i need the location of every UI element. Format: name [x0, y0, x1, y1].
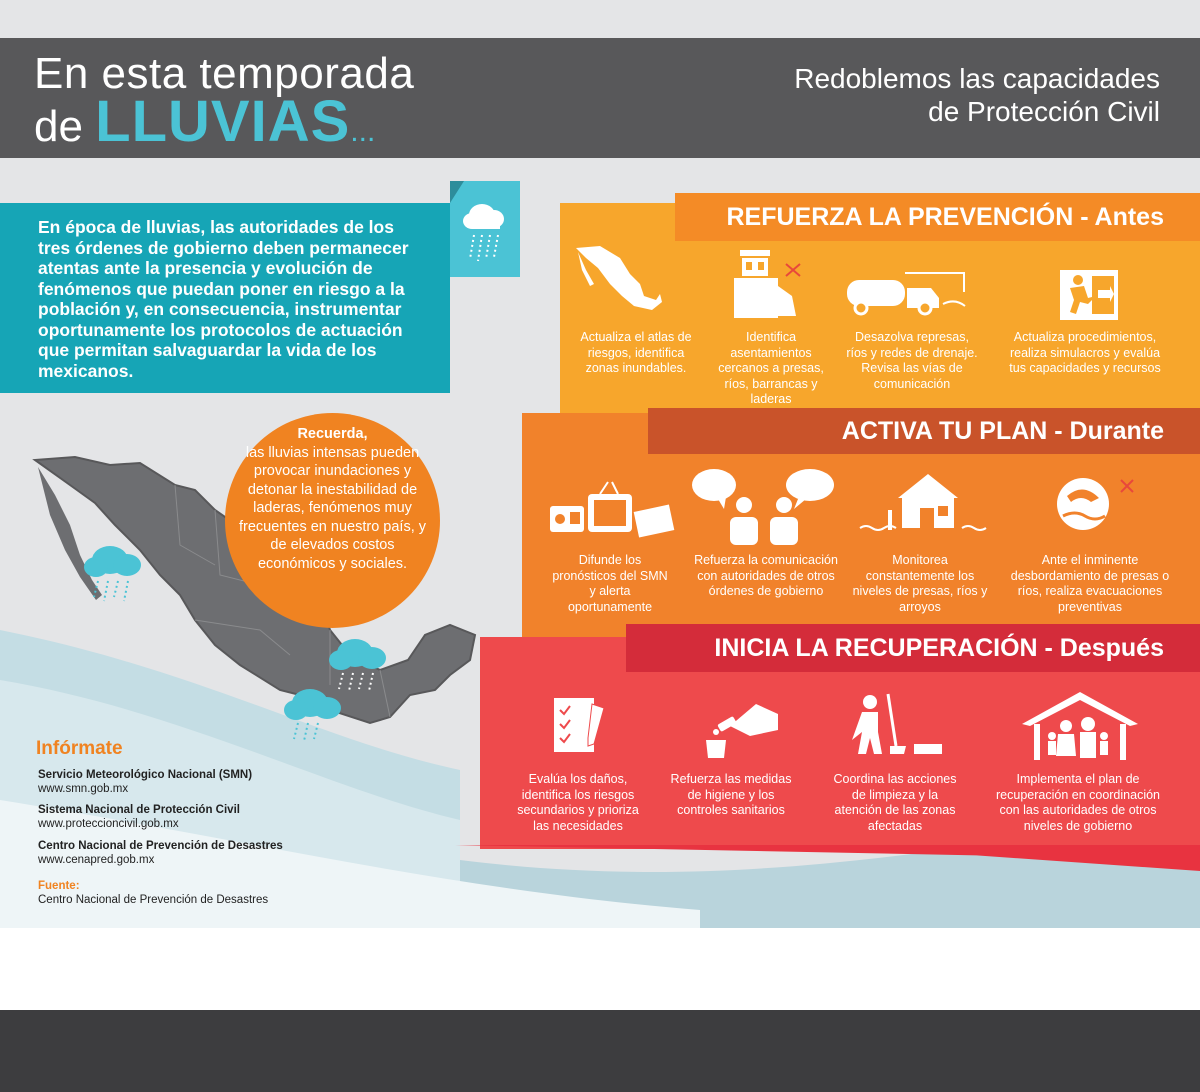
org-name: Sistema Nacional de Protección Civil [38, 804, 240, 816]
flood-person-icon [1055, 476, 1139, 542]
informate-title: Infórmate [36, 738, 123, 759]
title-line-1: En esta temporada [34, 49, 415, 98]
org-name: Centro Nacional de Prevención de Desastres [38, 840, 283, 852]
during-item-3: Monitorea constantemente los niveles de presas, ríos y arroyos [852, 553, 988, 614]
org-url[interactable]: www.cenapred.gob.mx [38, 854, 155, 866]
section-during-heading: ACTIVA TU PLAN - Durante [841, 417, 1164, 445]
remember-text: las lluvias intensas pueden provocar inundaciones y detonar la inestabilidad de laderas, fenómenos muy frecuentes en nuestro país, y de elevados costos económicos y sociales. [239, 444, 426, 572]
subtitle-line-1: Redoblemos las capacidades [794, 63, 1160, 94]
dropper-icon [700, 700, 780, 762]
during-item-1: Difunde los pronósticos del SMN y alerta oportunamente [552, 553, 668, 614]
during-item-4: Ante el inminente desbordamiento de presas o ríos, realiza evacuaciones preventivas [1010, 553, 1170, 614]
org-smn [38, 768, 252, 796]
people-talking-icon [692, 465, 840, 547]
title-highlight: LLUVIAS [95, 89, 351, 154]
subtitle-line-2: de Protección Civil [928, 96, 1160, 127]
footer-bar [0, 1010, 1200, 1092]
source-label: Fuente: [38, 880, 80, 892]
after-item-2: Refuerza las medidas de higiene y los controles sanitarios [670, 772, 792, 817]
after-item-4: Implementa el plan de recuperación en coordinación con las autoridades de otros niveles de gobierno [996, 772, 1160, 833]
before-item-2: Identifica asentamientos cercanos a presas, ríos, barrancas y laderas [718, 330, 824, 406]
family-shelter-icon [1020, 690, 1140, 760]
org-url[interactable]: www.proteccioncivil.gob.mx [38, 818, 179, 830]
during-item-2: Refuerza la comunicación con autoridades de otros órdenes de gobierno [694, 553, 838, 598]
flag-fold [450, 181, 464, 203]
source-text: Centro Nacional de Prevención de Desastres [38, 894, 269, 906]
title-line-2 [34, 89, 376, 158]
section-after-heading: INICIA LA RECUPERACIÓN - Después [714, 634, 1164, 662]
before-item-1: Actualiza el atlas de riesgos, identifica zonas inundables. [580, 330, 692, 375]
mexico-map-icon [572, 244, 664, 318]
media-icon [548, 480, 676, 542]
section-during-heading-band [648, 408, 1200, 454]
after-item-3: Coordina las acciones de limpieza y la atención de las zonas afectadas [833, 772, 957, 833]
remember-circle [225, 413, 440, 628]
title-prefix: de [34, 102, 96, 151]
remember-title: Recuerda, [297, 426, 368, 442]
tanker-truck-icon [845, 268, 970, 322]
section-before-heading-band [675, 193, 1200, 241]
title-suffix: ... [350, 115, 376, 148]
section-after-heading-band [626, 624, 1200, 672]
checklist-icon [552, 694, 608, 756]
cleaning-icon [848, 692, 946, 760]
org-url[interactable]: www.smn.gob.mx [38, 783, 129, 795]
intro-text: En época de lluvias, las autoridades de los tres órdenes de gobierno deben permanecer atentas ante la presencia y evolución de fenómenos que puedan poner en riesgo a la población y, en consecuencia, instrumentar oportunamente los protocolos de actuación que permitan salvaguardar la vida de los mexicanos. [0, 203, 450, 393]
settlement-icon [730, 246, 810, 320]
white-strip [0, 928, 1200, 1010]
org-cenapred [38, 839, 283, 867]
section-before-heading: REFUERZA LA PREVENCIÓN - Antes [726, 203, 1164, 231]
subtitle [700, 62, 1160, 128]
emergency-exit-icon [1058, 268, 1120, 322]
before-item-4: Actualiza procedimientos, realiza simulacros y evalúa tus capacidades y recursos [1009, 330, 1161, 375]
org-sinaproc [38, 803, 240, 831]
before-item-3: Desazolva represas, ríos y redes de drenaje. Revisa las vías de comunicación [846, 330, 978, 391]
after-item-1: Evalúa los daños, identifica los riesgos secundarios y prioriza las necesidades [517, 772, 639, 833]
org-name: Servicio Meteorológico Nacional (SMN) [38, 769, 253, 781]
house-water-icon [858, 472, 990, 536]
